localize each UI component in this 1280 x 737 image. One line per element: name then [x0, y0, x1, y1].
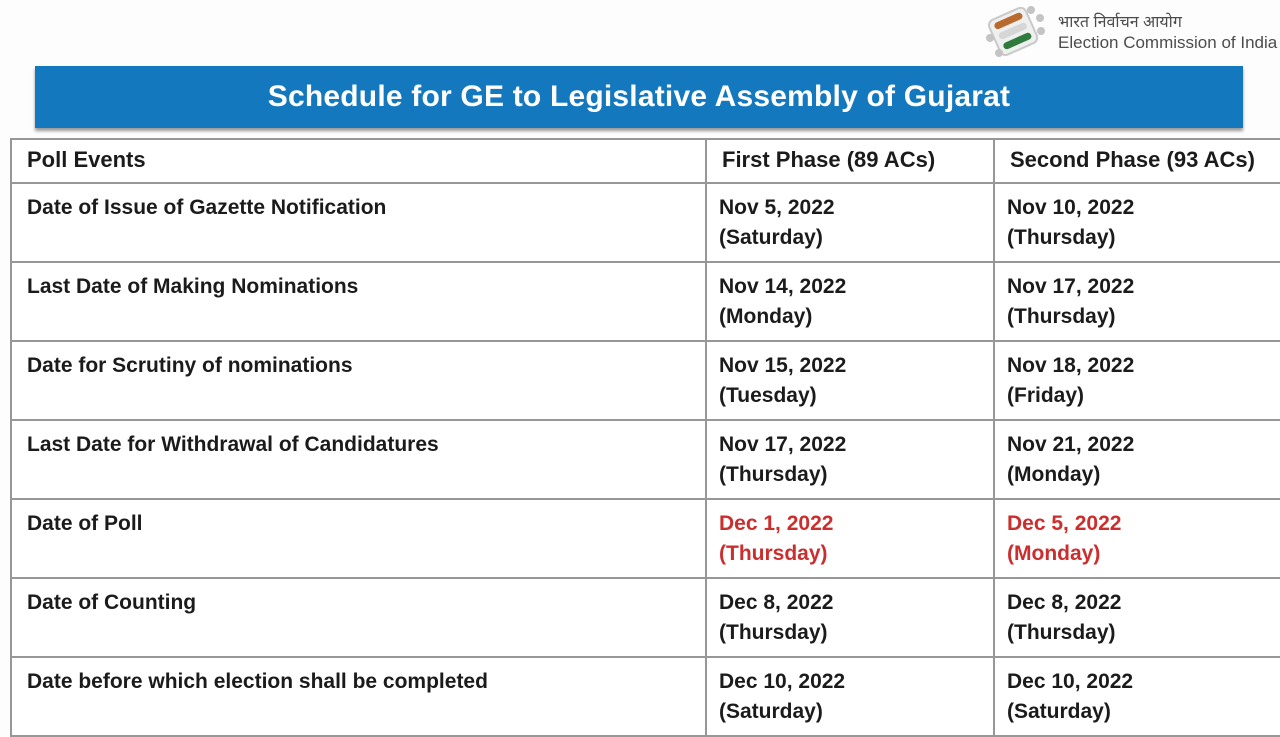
day-value: (Saturday) — [1007, 700, 1111, 723]
eci-name-hindi: भारत निर्वाचन आयोग — [1058, 14, 1182, 31]
date-value: Dec 10, 2022 — [1007, 670, 1134, 693]
date-value: Dec 1, 2022 — [719, 512, 834, 535]
table-row-election-completed — [11, 657, 1280, 736]
table-row-counting — [11, 578, 1280, 657]
date-value: Nov 5, 2022 — [719, 196, 835, 219]
day-value: (Saturday) — [719, 226, 823, 249]
day-value: (Tuesday) — [719, 384, 817, 407]
table-row-date-of-poll — [11, 499, 1280, 578]
event-label: Last Date for Withdrawal of Candidatures — [11, 420, 706, 499]
second-phase-cell — [994, 183, 1280, 262]
eci-ballot-box-icon — [983, 4, 1045, 58]
date-value: Nov 21, 2022 — [1007, 433, 1135, 456]
date-value: Dec 10, 2022 — [719, 670, 846, 693]
second-phase-cell — [994, 657, 1280, 736]
column-header-first-phase: First Phase (89 ACs) — [706, 139, 994, 183]
day-value: (Friday) — [1007, 384, 1085, 407]
event-label: Last Date of Making Nominations — [11, 262, 706, 341]
day-value: (Monday) — [719, 305, 813, 328]
day-value: (Thursday) — [719, 463, 828, 486]
day-value: (Monday) — [1007, 463, 1101, 486]
table-header-row — [11, 139, 1280, 183]
first-phase-cell — [706, 183, 994, 262]
day-value: (Saturday) — [719, 700, 823, 723]
day-value: (Monday) — [1007, 542, 1101, 565]
day-value: (Thursday) — [1007, 621, 1116, 644]
eci-logo-block — [983, 4, 1280, 58]
event-label: Date of Poll — [11, 499, 706, 578]
table-row-making-nominations — [11, 262, 1280, 341]
date-value: Nov 17, 2022 — [1007, 275, 1135, 298]
day-value: (Thursday) — [719, 621, 828, 644]
first-phase-cell — [706, 341, 994, 420]
page-title: Schedule for GE to Legislative Assembly of Gujarat — [267, 80, 1011, 113]
date-value: Dec 5, 2022 — [1007, 512, 1122, 535]
event-label: Date before which election shall be completed — [11, 657, 706, 736]
schedule-table — [10, 138, 1280, 737]
second-phase-cell — [994, 341, 1280, 420]
date-value: Nov 17, 2022 — [719, 433, 847, 456]
day-value: (Thursday) — [1007, 226, 1116, 249]
column-header-second-phase: Second Phase (93 ACs) — [994, 139, 1280, 183]
event-label: Date of Counting — [11, 578, 706, 657]
table-row-scrutiny — [11, 341, 1280, 420]
date-value: Nov 15, 2022 — [719, 354, 847, 377]
date-value: Dec 8, 2022 — [1007, 591, 1122, 614]
day-value: (Thursday) — [1007, 305, 1116, 328]
eci-name-english: Election Commission of India — [1058, 33, 1278, 52]
second-phase-cell — [994, 420, 1280, 499]
column-header-poll-events: Poll Events — [11, 139, 706, 183]
eci-logo-text — [1058, 4, 1277, 54]
second-phase-cell — [994, 262, 1280, 341]
first-phase-cell — [706, 420, 994, 499]
first-phase-cell — [706, 657, 994, 736]
event-label: Date for Scrutiny of nominations — [11, 341, 706, 420]
second-phase-cell — [994, 578, 1280, 657]
day-value: (Thursday) — [719, 542, 828, 565]
table-row-gazette-notification — [11, 183, 1280, 262]
date-value: Dec 8, 2022 — [719, 591, 834, 614]
second-phase-cell — [994, 499, 1280, 578]
first-phase-cell — [706, 578, 994, 657]
first-phase-cell — [706, 499, 994, 578]
title-banner — [35, 66, 1243, 128]
first-phase-cell — [706, 262, 994, 341]
date-value: Nov 14, 2022 — [719, 275, 847, 298]
table-row-withdrawal — [11, 420, 1280, 499]
date-value: Nov 18, 2022 — [1007, 354, 1135, 377]
event-label: Date of Issue of Gazette Notification — [11, 183, 706, 262]
date-value: Nov 10, 2022 — [1007, 196, 1135, 219]
